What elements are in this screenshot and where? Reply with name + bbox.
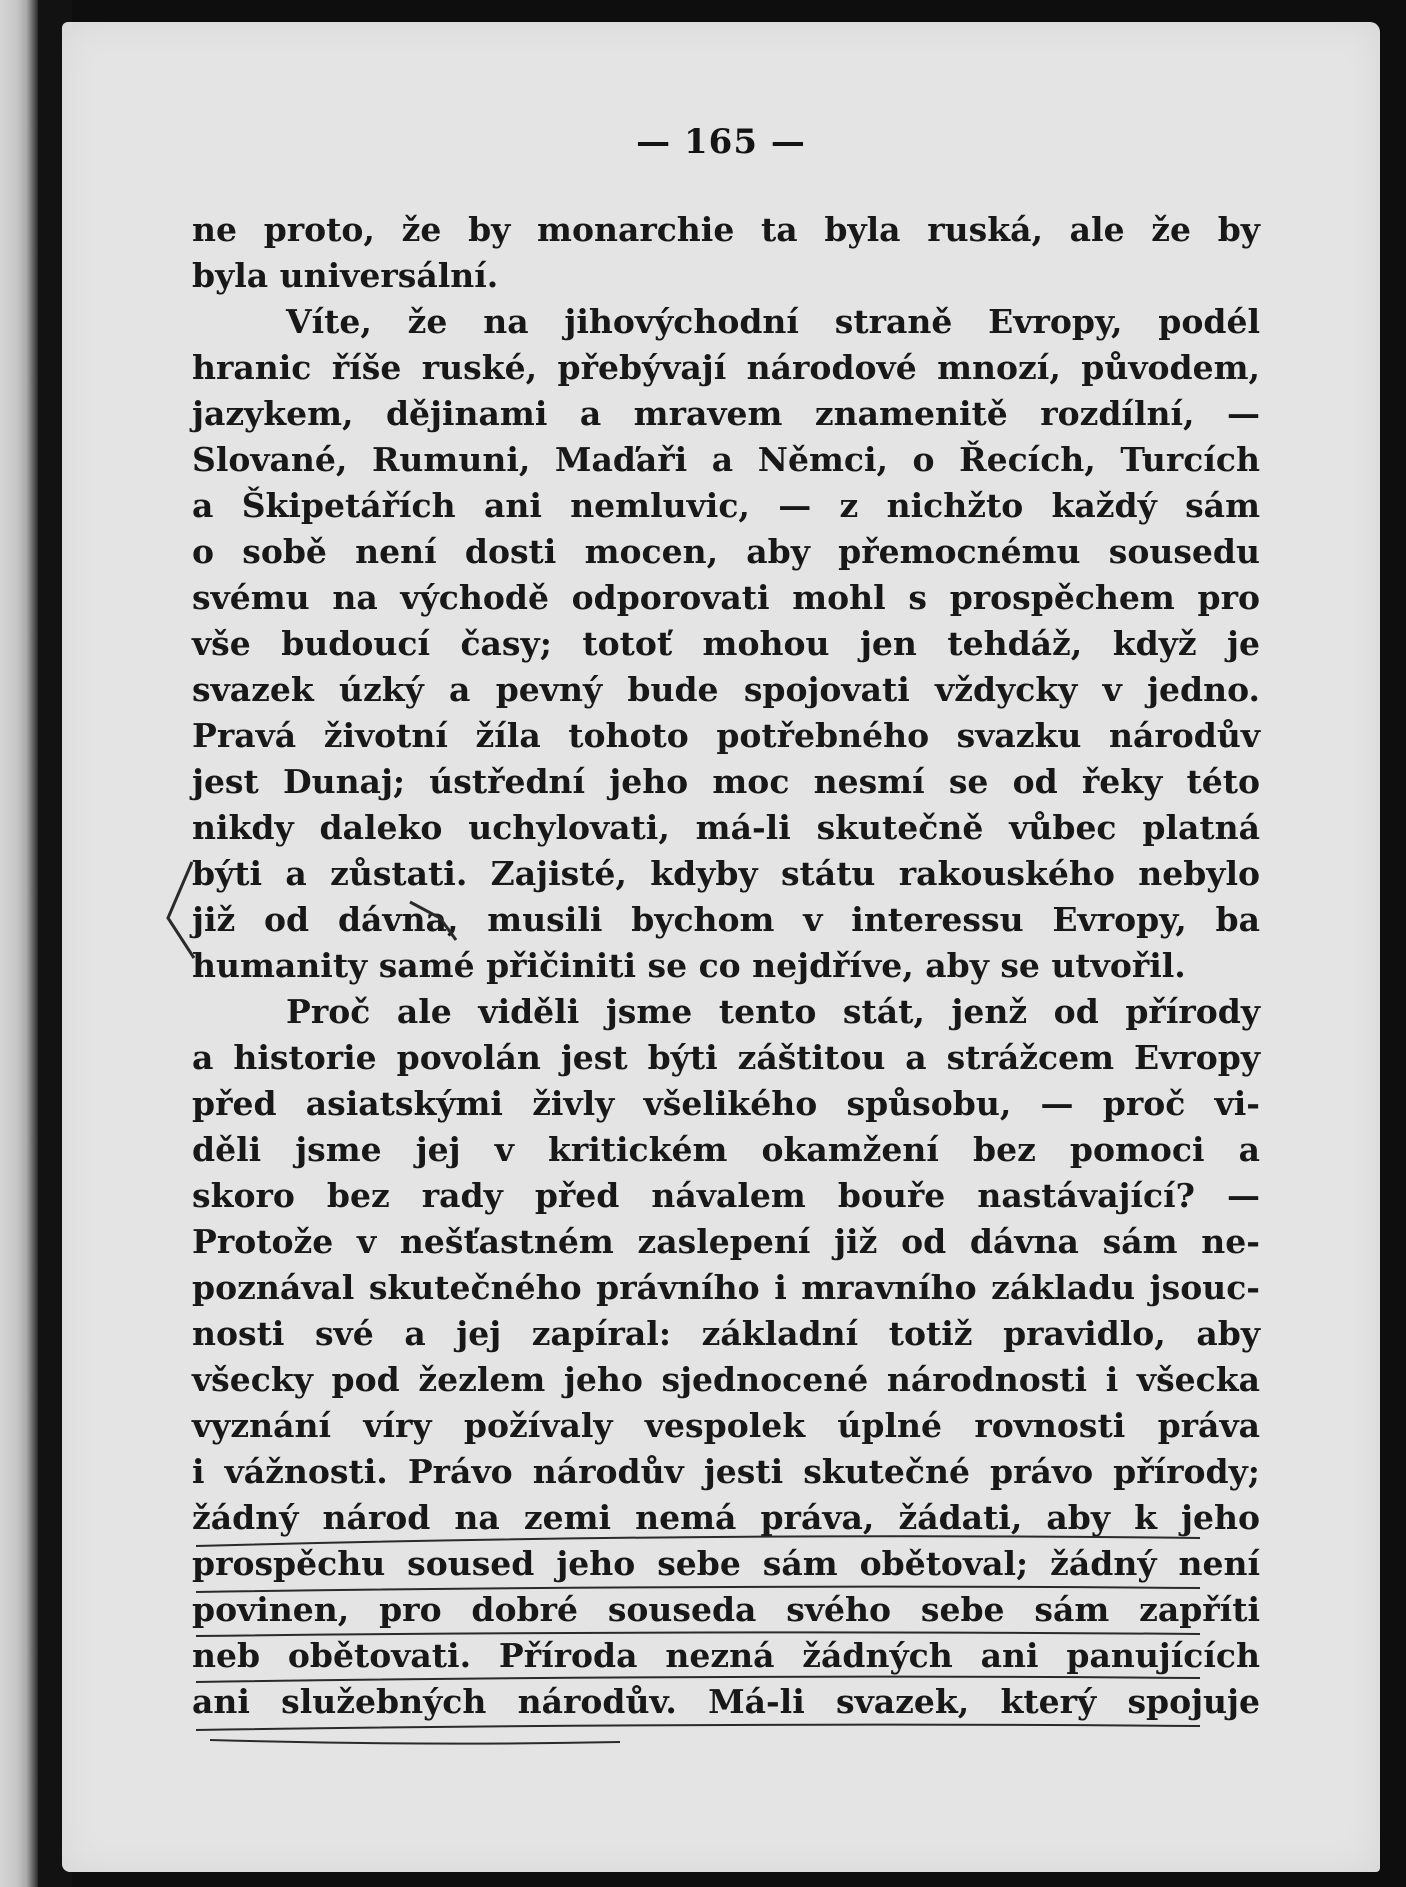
text-line: svému na východě odporovati mohl s prospěchem pro [192,578,1260,617]
text-line: Víte, že na jihovýchodní straně Evropy, podél [286,302,1260,341]
text-line: neb obětovati. Příroda nezná žádných ani panujících [192,1636,1260,1675]
text-line: poznával skutečného právního i mravního základu jsouc- [192,1268,1260,1307]
book-page [62,22,1380,1872]
text-line: ani služebných národův. Má-li svazek, který spojuje [192,1682,1260,1721]
text-line: již od dávna, musili bychom v interessu Evropy, ba [192,900,1260,939]
text-line: skoro bez rady před návalem bouře nastávající? — [192,1176,1260,1215]
text-line: a historie povolán jest býti záštitou a strážcem Evropy [192,1038,1260,1077]
text-line: Pravá životní žíla tohoto potřebného svazku národův [192,716,1260,755]
text-line: všecky pod žezlem jeho sjednocené národnosti i všecka [192,1360,1260,1399]
text-line: svazek úzký a pevný bude spojovati vždycky v jedno. [192,670,1260,709]
text-line: před asiatskými živly všelikého spůsobu, — proč vi- [192,1084,1260,1123]
text-line: prospěchu soused jeho sebe sám obětoval; žádný není [192,1544,1260,1583]
text-line: býti a zůstati. Zajisté, kdyby státu rakouského nebylo [192,854,1260,893]
text-line: vše budoucí časy; totoť mohou jen tehdáž, když je [192,624,1260,663]
page-number: — 165 — [636,122,806,162]
text-line: Proč ale viděli jsme tento stát, jenž od přírody [286,992,1260,1031]
text-line: Slované, Rumuni, Maďaři a Němci, o Řecích, Turcích [192,440,1260,479]
text-line: povinen, pro dobré souseda svého sebe sám zapříti [192,1590,1260,1629]
text-line: jazykem, dějinami a mravem znamenitě rozdílní, — [192,394,1260,433]
text-line: o sobě není dosti mocen, aby přemocnému sousedu [192,532,1260,571]
text-line: vyznání víry požívaly vespolek úplné rovnosti práva [192,1406,1260,1445]
text-line: byla universální. [192,256,499,295]
page-body-text [192,207,1260,1725]
text-line: ne proto, že by monarchie ta byla ruská, ale že by [192,210,1260,249]
text-line: hranic říše ruské, přebývají národové mnozí, původem, [192,348,1260,387]
text-line: a Škipetářích ani nemluvic, — z nichžto každý sám [192,486,1260,525]
text-line: nosti své a jej zapíral: základní totiž pravidlo, aby [192,1314,1260,1353]
text-line: humanity samé přičiniti se co nejdříve, aby se utvořil. [192,946,1186,985]
text-line: i vážnosti. Právo národův jesti skutečné právo přírody; [192,1452,1260,1491]
adjacent-page-edge [0,0,38,1887]
text-line: jest Dunaj; ústřední jeho moc nesmí se od řeky této [192,762,1260,801]
text-line: nikdy daleko uchylovati, má-li skutečně vůbec platná [192,808,1260,847]
text-line: Protože v nešťastném zaslepení již od dávna sám ne- [192,1222,1260,1261]
text-line: žádný národ na zemi nemá práva, žádati, aby k jeho [192,1498,1260,1537]
text-line: děli jsme jej v kritickém okamžení bez pomoci a [192,1130,1260,1169]
